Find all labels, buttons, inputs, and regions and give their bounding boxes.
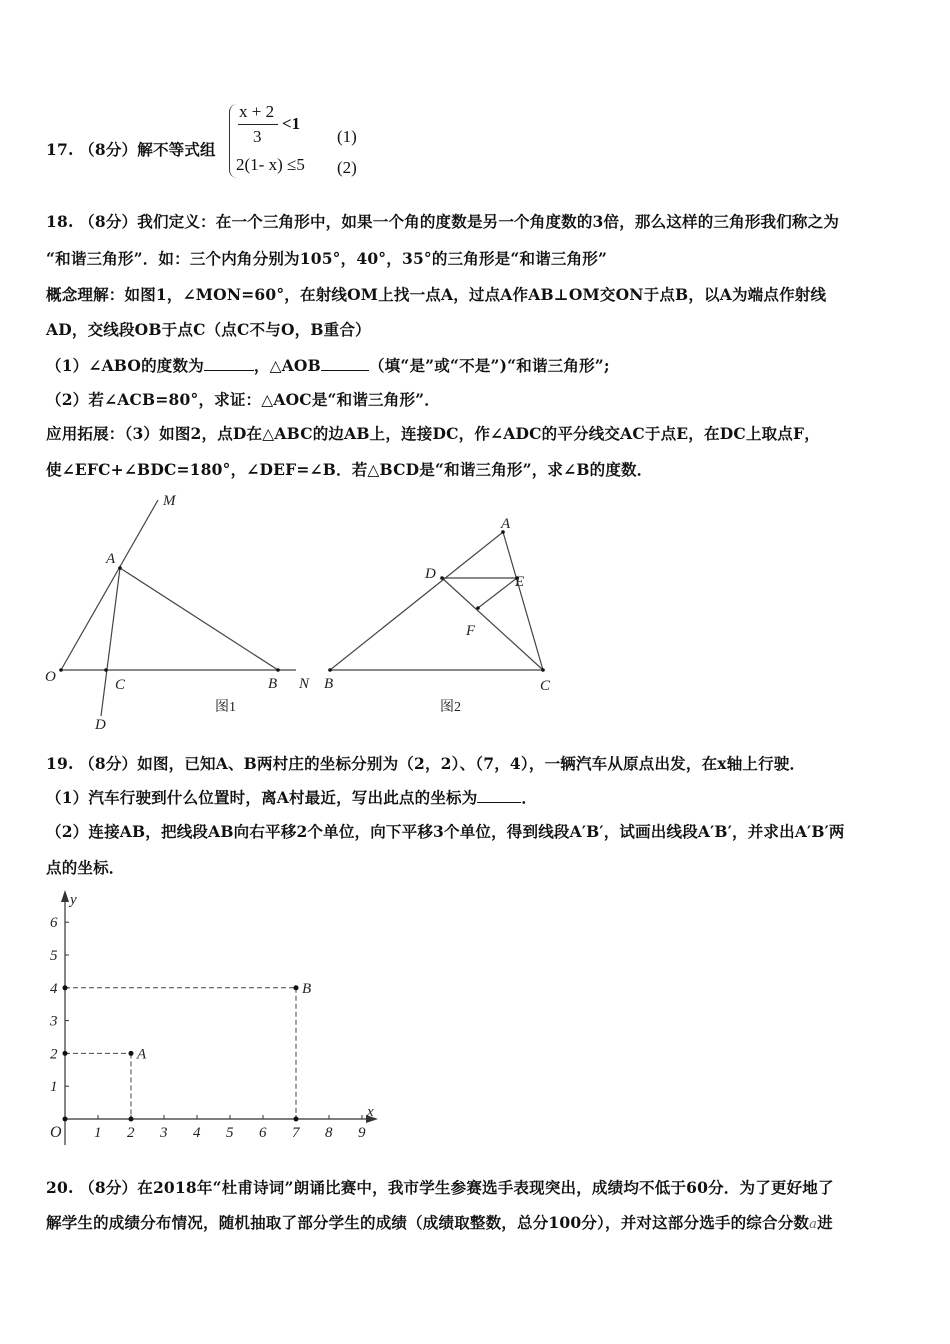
- x-tick-label: 1: [94, 1125, 102, 1141]
- label-d: D: [425, 566, 436, 582]
- q17-tag-1: (1): [337, 127, 357, 146]
- y-axis-label: y: [70, 892, 77, 908]
- point-b: [294, 985, 299, 990]
- y-tick-label: 5: [50, 948, 58, 964]
- origin-label: O: [50, 1124, 62, 1141]
- q20-line: 20. （8分）在2018年“杜甫诗词”朗诵比赛中，我市学生参赛选手表现突出，成绩均不低于60分．为了更好地了: [46, 1178, 834, 1197]
- q18-sub3-line: 使∠EFC+∠BDC=180°，∠DEF=∠B．若△BCD是“和谐三角形”，求∠B的度数．: [46, 460, 653, 479]
- label-d: D: [95, 717, 106, 733]
- x-axis-label: x: [367, 1104, 374, 1120]
- x-projection-point: [294, 1117, 299, 1122]
- q18-line: 18. （8分）我们定义：在一个三角形中，如果一个角的度数是另一个角度数的3倍，那么这样的三角形我们称之为: [46, 212, 840, 231]
- y-projection-point: [63, 985, 68, 990]
- x-tick-label: 9: [358, 1125, 366, 1141]
- y-projection-point: [63, 1051, 68, 1056]
- q17-ineq1-rhs: <1: [282, 114, 301, 133]
- q20-line-tail: 进: [817, 1213, 833, 1232]
- q17-ineq1-numerator: x + 2: [239, 102, 275, 121]
- q20-line: [46, 1213, 833, 1235]
- x-tick-label: 7: [292, 1125, 300, 1141]
- q19-line: 19. （8分）如图，已知A、B两村庄的坐标分别为（2，2）、（7，4），一辆汽车从原点出发，在x轴上行驶．: [46, 754, 806, 773]
- q18-line: AD，交线段OB于点C（点C不与O，B重合）: [46, 320, 371, 339]
- axes: [65, 895, 373, 1145]
- variable-a: a: [809, 1217, 818, 1232]
- q17-tag-2: (2): [337, 158, 357, 177]
- x-tick-label: 3: [160, 1125, 168, 1141]
- y-tick-label: 6: [50, 915, 58, 932]
- x-tick-label: 6: [259, 1125, 267, 1141]
- point-a: [129, 1051, 134, 1056]
- q19-sub1-text: （1）汽车行驶到什么位置时，离A村最近，写出此点的坐标为: [46, 788, 478, 807]
- label-b: B: [324, 676, 334, 692]
- point-label: B: [302, 980, 312, 997]
- y-tick-label: 3: [50, 1013, 58, 1030]
- y-tick-label: 2: [50, 1046, 58, 1063]
- q17-ineq1-denominator: 3: [253, 127, 262, 146]
- q19-sub1-text: ．: [521, 788, 538, 807]
- q18-sub3-line: 应用拓展：（3）如图2，点D在△ABC的边AB上，连接DC，作∠ADC的平分线交AC于点E，在DC上取点F，: [46, 424, 820, 443]
- q17-prefix: 17. （8分）解不等式组: [46, 140, 216, 159]
- q18-sub1-text: ，△AOB: [253, 356, 321, 375]
- x-tick-label: 4: [193, 1125, 201, 1141]
- y-tick-label: 4: [50, 980, 58, 997]
- y-axis-arrow-icon: [61, 890, 69, 902]
- q19-sub2-line: 点的坐标．: [46, 858, 125, 877]
- label-n: N: [299, 676, 310, 692]
- x-tick-label: 8: [325, 1125, 333, 1141]
- q20-line-text: 解学生的成绩分布情况，随机抽取了部分学生的成绩（成绩取整数，总分100分），并对这部分选手的综合分数: [46, 1213, 810, 1232]
- x-tick-label: 5: [226, 1125, 234, 1141]
- label-o: O: [45, 669, 56, 685]
- figure-1-caption: 图1: [215, 700, 236, 715]
- y-tick-label: 1: [50, 1079, 58, 1096]
- label-a: A: [106, 551, 116, 567]
- label-a: A: [501, 516, 511, 532]
- q17-ineq2: 2(1- x) ≤5: [236, 155, 305, 174]
- q19-sub2-line: （2）连接AB，把线段AB向右平移2个单位，向下平移3个单位，得到线段A′B′，试画出线段A′B′，并求出A′B′两: [46, 822, 845, 841]
- x-tick-label: 2: [127, 1125, 135, 1141]
- label-c: C: [115, 677, 126, 693]
- q18-line: “和谐三角形”．如：三个内角分别为105°，40°，35°的三角形是“和谐三角形”: [46, 249, 608, 268]
- q18-sub2: （2）若∠ACB=80°，求证：△AOC是“和谐三角形”．: [46, 390, 440, 409]
- point-label: A: [137, 1046, 147, 1063]
- label-c: C: [540, 678, 551, 694]
- x-projection-point: [129, 1117, 134, 1122]
- label-m: M: [163, 493, 176, 509]
- label-e: E: [515, 574, 525, 590]
- label-f: F: [466, 623, 476, 639]
- q18-line: 概念理解：如图1，∠MON=60°，在射线OM上找一点A，过点A作AB⊥OM交ON于点B，以A为端点作射线: [46, 285, 827, 304]
- q18-sub1-text: （1）∠ABO的度数为: [46, 356, 204, 375]
- figure-2-caption: 图2: [440, 700, 461, 715]
- q18-sub1-text: （填“是”或“不是”)“和谐三角形”;: [368, 356, 610, 375]
- label-b: B: [268, 676, 278, 692]
- origin-point: [63, 1117, 68, 1122]
